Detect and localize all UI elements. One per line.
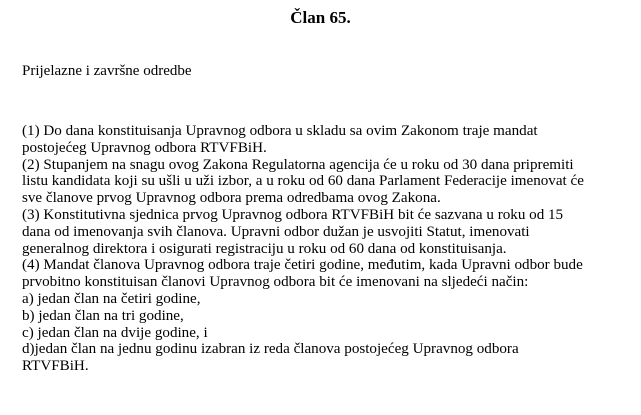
list-item-b: b) jedan član na tri godine, — [22, 307, 184, 324]
list-item-c: c) jedan član na dvije godine, i — [22, 324, 208, 341]
body-line: dana od imenovanja svih članova. Upravni odbor dužan je usvojiti Statut, imenovati — [22, 223, 530, 240]
body-line: (4) Mandat članova Upravnog odbora traje četiri godine, međutim, kada Upravni odbor bude — [22, 257, 583, 274]
article-title: Član 65. — [290, 8, 351, 27]
list-item-a: a) jedan član na četiri godine, — [22, 290, 201, 307]
body-line: sve članove prvog Upravnog odbora prema odredbama ovog Zakona. — [22, 190, 441, 207]
body-line: postojećeg Upravnog odbora RTVFBiH. — [22, 139, 267, 156]
article-body — [22, 123, 632, 375]
body-line: listu kandidata koji su ušli u uži izbor, a u roku od 60 dana Parlament Federacije imenovat će — [22, 173, 584, 190]
body-line: RTVFBiH. — [22, 358, 89, 375]
body-line: (3) Konstitutivna sjednica prvog Upravnog odbora RTVFBiH bit će sazvana u roku od 15 — [22, 206, 564, 223]
body-line: prvobitno konstituisan članovi Upravnog odbora bit će imenovani na sljedeći način: — [22, 274, 529, 291]
section-heading: Prijelazne i završne odredbe — [22, 63, 192, 79]
list-item-d: d)jedan član na jednu godinu izabran iz reda članova postojećeg Upravnog odbora — [22, 341, 519, 358]
body-line: (2) Stupanjem na snagu ovog Zakona Regulatorna agencija će u roku od 30 dana pripremiti — [22, 156, 574, 173]
body-line: generalnog direktora i osigurati registraciju u roku od 60 dana od konstituisanja. — [22, 240, 507, 257]
body-line: (1) Do dana konstituisanja Upravnog odbora u skladu sa ovim Zakonom traje mandat — [22, 123, 538, 139]
